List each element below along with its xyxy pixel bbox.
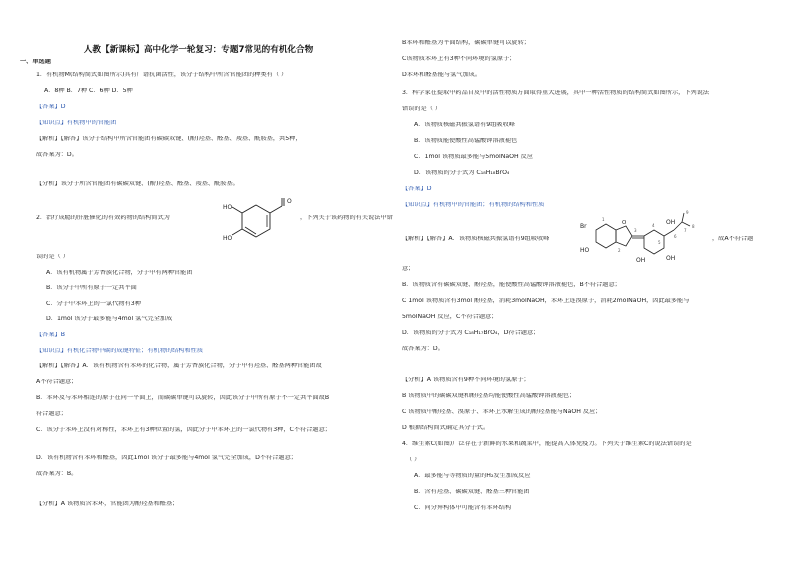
q3-oh-b: OH <box>666 255 676 262</box>
q2-analysis-b: B．苯环及与苯环相连的原子在同一平面上，而碳碳单键可以旋转，因此该分子中所有原子不一定共平面故B <box>36 395 330 401</box>
q3-stem-end: 错误的是（ ） <box>402 106 442 112</box>
q2-stem-end: 误的是（ ） <box>36 254 69 260</box>
q3-option-b: B．该物质能使酸性高锰酸钾溶液褪色 <box>414 138 518 144</box>
q4-option-a: A．最多能与等物质的量的H₂发生加成反应 <box>414 473 531 479</box>
q3-analysis-d: D．该物质的分子式为 C₁₈H₁₇BrO₄，D符合题意； <box>402 330 540 336</box>
q3-stem: 3．科学家在提取中药品自皮中的活性物质方面取得重大进展，其中一种活性物质的结构简式如图所示，下列说法 <box>402 90 710 96</box>
q3-num-7: 7 <box>684 228 687 233</box>
q3-num-9: 9 <box>686 210 689 215</box>
q3-option-a: A．该物质核磁共振氢谱有9组吸收峰 <box>414 122 515 128</box>
q3-analysis-c: C 1mol 该物质含有3mol 酚羟基，消耗3molNaOH，苯环上连溴原子，消耗2molNaOH，因此最多能与 <box>402 298 690 304</box>
q2-knowledge: 【知识点】有机化合物中碳的成键特征；有机物的结构和性质 <box>36 348 204 354</box>
q2-summary-c: C该物质苯环上有3种不同环境的氢原子； <box>402 56 516 62</box>
document-title: 人教【新课标】高中化学一轮复习：专题7常见的有机化合物 <box>83 45 314 55</box>
q3-option-d: D．该物质的分子式为 C₁₈H₁₈BrO₄ <box>414 170 510 176</box>
q3-num-3: 3 <box>634 228 637 233</box>
q3-summary-d: D 根据结构简式确定其分子式。 <box>402 425 490 431</box>
q3-num-1: 1 <box>602 217 605 222</box>
q3-analysis-c-cont: 5molNaOH 反应，C不符合题意； <box>402 314 498 320</box>
q3-option-c: C．1mol 该物质最多能与5molNaOH 反应 <box>414 154 534 160</box>
q2-oh-top: HO <box>223 204 233 211</box>
q4-option-c: C．同分异构体中可能含有苯环结构 <box>414 505 512 511</box>
q2-oh-bottom: HO <box>223 235 233 242</box>
q3-num-2: 2 <box>618 248 621 253</box>
q1-knowledge: 【知识点】有机物中的官能团 <box>36 120 117 126</box>
q2-analysis-a: 【解析】【解答】A．该有机物含有苯环的化合物，属于芳香族化合物，分子中有羟基、醛基两种官能团故 <box>36 363 322 369</box>
q1-analysis: 【解析】【解答】该分子结构中所含官能团有碳碳双键、(酚)羟基、醛基、羧基、酰胺基，共5种， <box>36 136 302 142</box>
q2-summary-b: B苯环和醛基为平面结构，碳碳单键可以旋转； <box>402 40 530 46</box>
q3-num-8: 8 <box>692 224 695 229</box>
q2-analysis-b-cont: 符合题意； <box>36 411 67 417</box>
q2-stem: 2．治疗成瘾的肝脏催化的有效药物的结构简式为 <box>36 215 170 221</box>
q3-ring-o: O <box>622 220 627 226</box>
q3-structure <box>578 208 710 268</box>
q3-analysis-a: 【解析】【解答】A．该物质核磁共振氢谱有9组吸收峰 <box>402 236 550 242</box>
q3-analysis-a-end: 意； <box>402 266 415 272</box>
q2-aldehyde-o: O <box>287 198 292 205</box>
q2-option-c: C．分子中苯环上的一氯代物有3种 <box>46 301 141 307</box>
q3-knowledge: 【知识点】有机物中的官能团；有机物的结构和性质 <box>402 202 545 208</box>
q2-option-b: B．该分子中所有原子一定共平面 <box>46 285 137 291</box>
q3-br: Br <box>580 223 587 230</box>
q4-stem: 4．维生素C(如图)广泛存在于新鲜的水果和蔬菜中，能提高人体免疫力。下列关于维生素C的说法错误的是 <box>402 441 692 447</box>
q2-stem-tail: ，下列关于该药物的有关说法中错 <box>300 215 393 221</box>
q1-options: A．8种 B．7种 C．6种 D．5种 <box>44 88 133 94</box>
q2-analysis-c: C．该分子苯环上没有对称性，苯环上有3种位置的氢，因此分子中苯环上的一氯代物有3种，C不符合题意； <box>36 427 331 433</box>
q3-summary-c: C 该物质中酚羟基、溴原子、苯环上水解生成的酚羟基能与NaOH 反应； <box>402 409 602 415</box>
q1-answer: 【答案】D <box>36 104 66 110</box>
q2-summary-d: D苯环和醛基能与氢气加成。 <box>402 72 482 78</box>
q3-analysis-b: B．该物质含有碳碳双键、酚羟基，能使酸性高锰酸钾溶液褪色，B不符合题意； <box>402 282 621 288</box>
q3-ho: HO <box>580 247 590 254</box>
q3-oh-c: OH <box>636 257 646 264</box>
q3-summary-a: 【分析】A 该物质含有9种不同环境的氢原子； <box>402 377 530 383</box>
q2-option-d: D．1mol 该分子最多能与4mol 氢气完全加成 <box>46 316 173 322</box>
q3-analysis-a-tail: ，故A不符合题 <box>712 236 754 242</box>
section-heading: 一、单选题 <box>20 59 51 65</box>
q1-conclusion: 故答案为：D。 <box>36 152 78 158</box>
q2-conclusion: 故答案为：B。 <box>36 471 78 477</box>
q3-conclusion: 故答案为：D。 <box>402 346 444 352</box>
q2-summary-a: 【分析】A 该物质含苯环，官能团为酚羟基和醛基； <box>36 501 179 507</box>
q2-analysis-d: D．该有机物含有苯环和醛基，因此1mol 该分子最多能与4mol 氢气完全加成，D不符合题意； <box>36 455 297 461</box>
q4-stem-end: （ ） <box>406 457 421 463</box>
q3-num-6: 6 <box>674 234 677 239</box>
q3-summary-b: B 该物质中的碳碳双键和酚羟基均能使酸性高锰酸钾溶液褪色； <box>402 393 576 399</box>
q4-option-b: B．含有羟基、碳碳双键、醛基三种官能团 <box>414 489 530 495</box>
q1-stem: 1．有机物M(结构简式如图所示)具有广谱抗菌活性，该分子结构中所含官能团的种类有（ ） <box>36 72 288 78</box>
q3-answer: 【答案】D <box>402 186 432 192</box>
q2-structure <box>201 197 311 247</box>
q1-summary: 【分析】该分子所含官能团有碳碳双键、(酚)羟基、醛基、羧基、酰胺基。 <box>36 181 239 187</box>
q3-num-4: 4 <box>652 223 655 228</box>
q3-oh-a: OH <box>666 219 676 226</box>
q3-num-5: 5 <box>658 240 661 245</box>
q2-option-a: A．该有机物属于芳香族化合物，分子中有两种官能团 <box>46 270 193 276</box>
q2-answer: 【答案】B <box>36 332 65 338</box>
q2-analysis-a-cont: A不符合题意； <box>36 379 78 385</box>
